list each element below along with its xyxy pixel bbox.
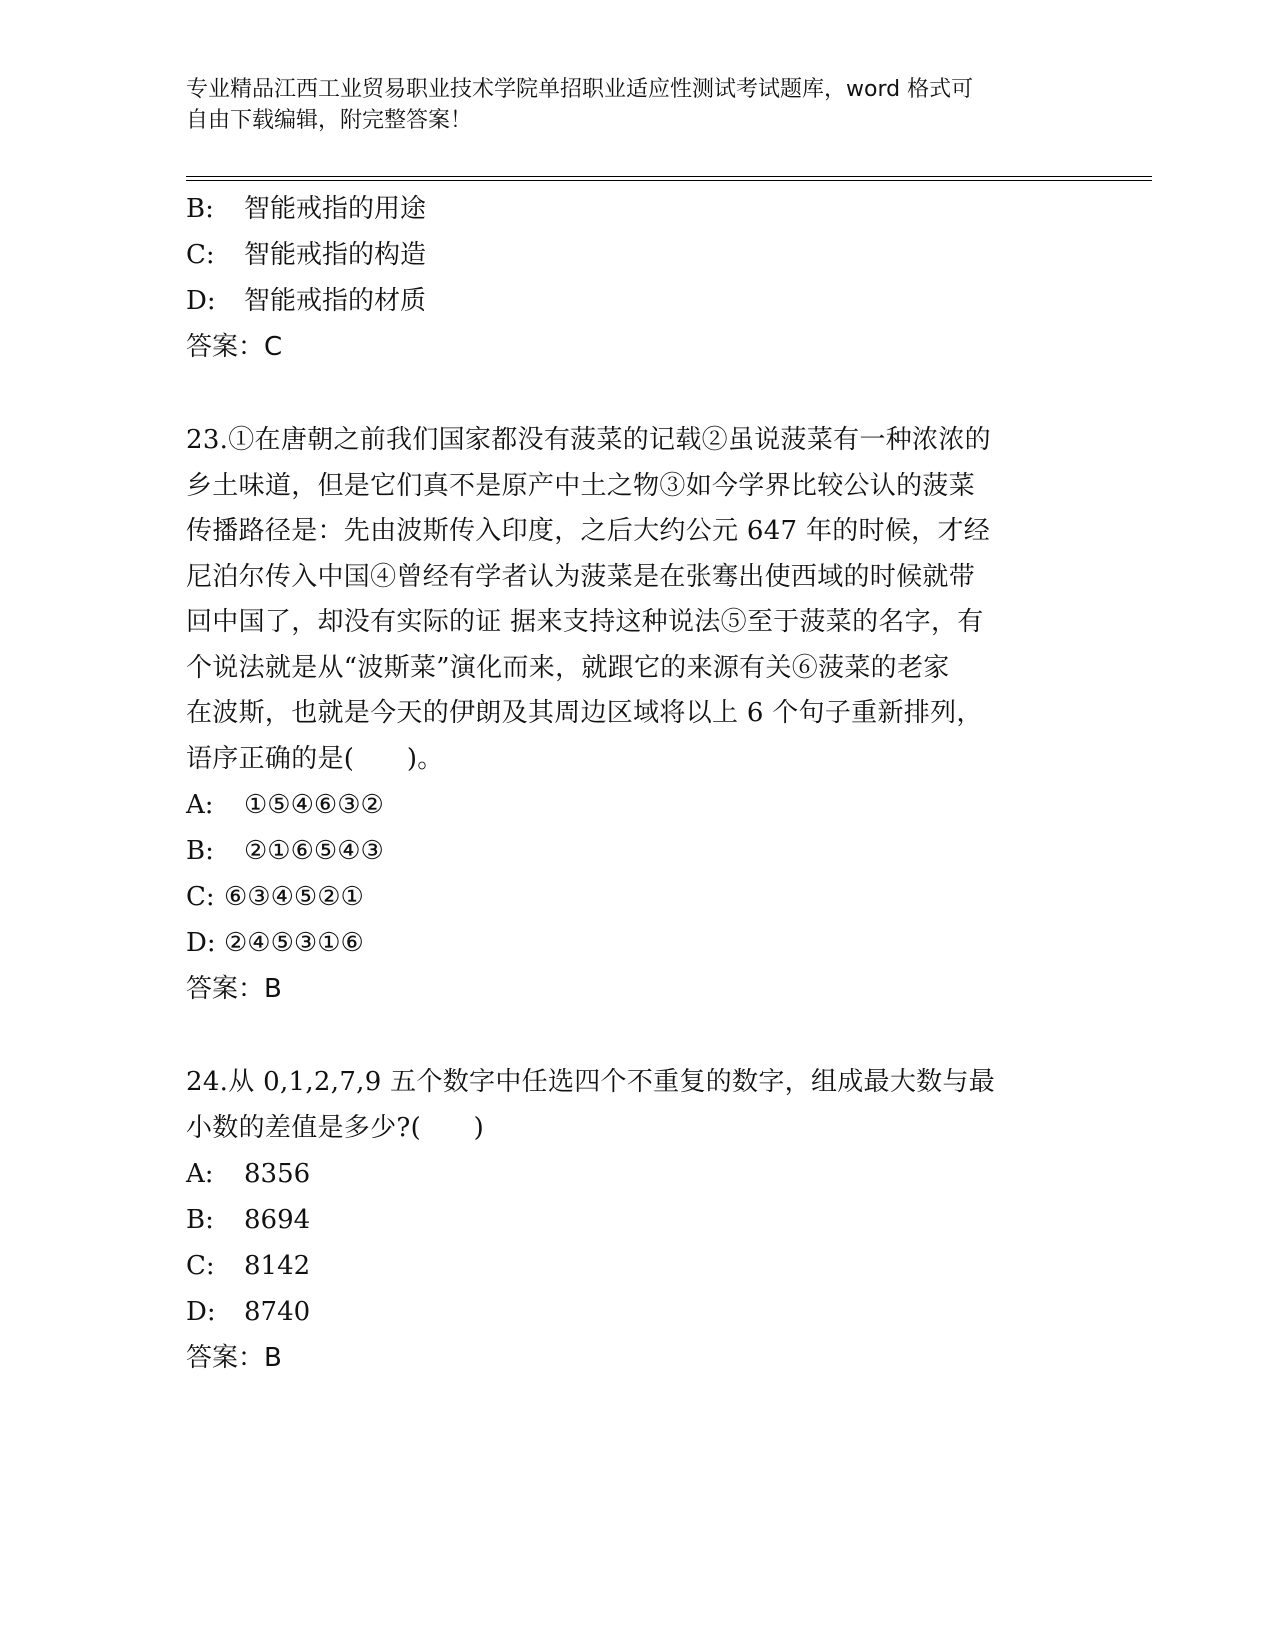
stem-line: 23.①在唐朝之前我们国家都没有菠菜的记载②虽说菠菜有一种浓浓的 [186, 425, 991, 455]
stem-line: 24.从 0,1,2,7,9 五个数字中任选四个不重复的数字，组成最大数与最 [186, 1067, 996, 1097]
option-d [186, 278, 1086, 324]
option-letter: A: [186, 790, 214, 820]
option-text: ①⑤④⑥③② [244, 790, 384, 820]
option-letter: C: [186, 240, 215, 270]
option-text: 8694 [244, 1205, 311, 1235]
option-letter: B: [186, 194, 214, 224]
option-text: 智能戒指的材质 [244, 286, 427, 316]
option-a [186, 1151, 1086, 1197]
option-text: 智能戒指的构造 [244, 240, 427, 270]
answer-line: 答案：C [186, 332, 283, 362]
page-content [186, 186, 1086, 1381]
answer-line: 答案：B [186, 974, 282, 1004]
option-b [186, 186, 1086, 232]
option-letter: C: [186, 882, 215, 912]
option-text: 8740 [244, 1297, 311, 1327]
stem-line: 个说法就是从“波斯菜”演化而来，就跟它的来源有关⑥菠菜的老家 [186, 652, 950, 683]
stem-line: 小数的差值是多少?( ) [186, 1112, 485, 1143]
option-text: ②①⑥⑤④③ [244, 836, 384, 866]
option-c [186, 1243, 1086, 1289]
option-letter: B: [186, 836, 214, 866]
stem-line: 语序正确的是( )。 [186, 743, 444, 774]
option-letter: A: [186, 1159, 214, 1189]
header-line-2: 自由下载编辑，附完整答案！ [186, 108, 473, 133]
option-text: ②④⑤③①⑥ [224, 928, 364, 958]
option-d [186, 920, 1086, 966]
option-a [186, 782, 1086, 828]
option-text: 智能戒指的用途 [244, 194, 427, 224]
page-header [186, 74, 1086, 136]
question-stem [186, 1060, 1086, 1151]
header-line-1: 专业精品江西工业贸易职业技术学院单招职业适应性测试考试题库，word 格式可 [186, 77, 974, 102]
option-d [186, 1289, 1086, 1335]
option-text: ⑥③④⑤②① [224, 882, 364, 912]
option-c [186, 232, 1086, 278]
option-letter: B: [186, 1205, 214, 1235]
option-text: 8142 [244, 1251, 311, 1281]
question-22-tail [186, 186, 1086, 370]
question-24 [186, 1060, 1086, 1381]
stem-line: 传播路径是：先由波斯传入印度，之后大约公元 647 年的时候，才经 [186, 516, 991, 546]
option-letter: D: [186, 286, 216, 316]
stem-line: 乡土味道，但是它们真不是原产中土之物③如今学界比较公认的菠菜 [186, 470, 976, 501]
option-text: 8356 [244, 1159, 311, 1189]
stem-line: 尼泊尔传入中国④曾经有学者认为菠菜是在张骞出使西域的时候就带 [186, 561, 976, 592]
option-b [186, 828, 1086, 874]
option-letter: C: [186, 1251, 215, 1281]
header-divider [186, 176, 1152, 181]
answer-line: 答案：B [186, 1343, 282, 1373]
option-c [186, 874, 1086, 920]
question-23 [186, 418, 1086, 1012]
option-letter: D: [186, 928, 216, 958]
stem-line: 在波斯，也就是今天的伊朗及其周边区域将以上 6 个句子重新排列， [186, 698, 983, 728]
question-stem [186, 418, 1086, 782]
option-b [186, 1197, 1086, 1243]
stem-line: 回中国了，却没有实际的证 据来支持这种说法⑤至于菠菜的名字，有 [186, 607, 984, 637]
option-letter: D: [186, 1297, 216, 1327]
